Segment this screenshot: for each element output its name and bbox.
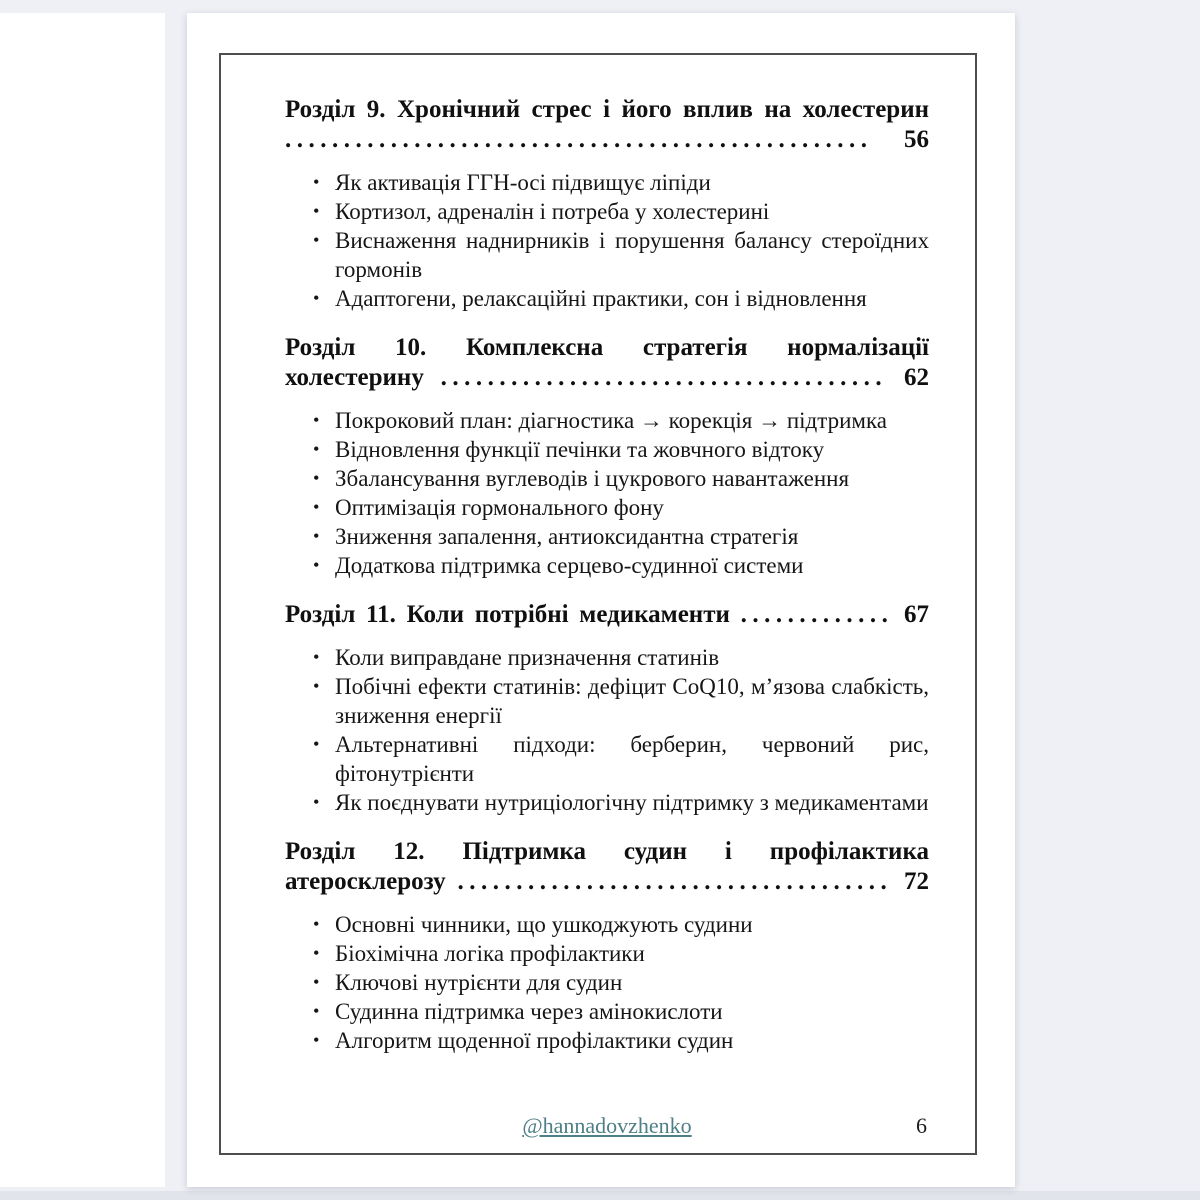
toc-item: • Виснаження наднирників і порушення балансу стероїдних гормонів [285,226,929,284]
toc-item-list [285,910,929,1055]
toc-section-title: Розділ 9. Хронічний стрес і його вплив на холестерин [285,96,929,123]
toc-section-heading [285,333,929,393]
toc-item: • Судинна підтримка через амінокислоти [285,997,929,1026]
toc-item: • Адаптогени, релаксаційні практики, сон і відновлення [285,284,929,313]
table-of-contents [285,95,929,1055]
toc-item-list [285,168,929,313]
toc-page-ref: 67 [904,601,930,628]
page-number: 6 [916,1113,927,1138]
toc-leader-dots: .................................................. [285,126,873,153]
toc-section [285,837,929,1055]
toc-section-heading [285,837,929,897]
toc-item: • Зниження запалення, антиоксидантна стратегія [285,522,929,551]
toc-item: • Як поєднувати нутриціологічну підтримку з медикаментами [285,788,929,817]
toc-section [285,600,929,817]
toc-item: • Ключові нутрієнти для судин [285,968,929,997]
toc-leader-dots: ............. [740,601,894,628]
content-frame [219,53,977,1155]
toc-page-ref: 56 [904,126,929,153]
toc-item: • Біохімічна логіка профілактики [285,939,929,968]
toc-item: • Алгоритм щоденної профілактики судин [285,1026,929,1055]
toc-item: • Додаткова підтримка серцево-судинної системи [285,551,929,580]
toc-section-title: Розділ 11. Коли потрібні медикаменти [285,601,730,628]
toc-section-title: Розділ 10. Комплексна стратегія нормалізації холестерину [285,334,929,391]
adjacent-page-edge [0,13,165,1187]
toc-section [285,333,929,580]
toc-item: • Коли виправдане призначення статинів [285,643,929,672]
toc-item: • Як активація ГГН-осі підвищує ліпіди [285,168,929,197]
toc-item: • Кортизол, адреналін і потреба у холестерині [285,197,929,226]
viewer-bottom-strip [0,1191,1200,1200]
toc-section-title: Розділ 12. Підтримка судин і профілактика атеросклерозу [285,838,929,895]
toc-item: • Відновлення функції печінки та жовчного відтоку [285,435,929,464]
toc-section-heading [285,95,929,155]
toc-item-list [285,406,929,580]
toc-item: • Побічні ефекти статинів: дефіцит CoQ10, м’язова слабкість, зниження енергії [285,672,929,730]
toc-item: • Альтернативні підходи: берберин, червоний рис, фітонутрієнти [285,730,929,788]
toc-leader-dots: ...................................... [440,364,888,391]
toc-item: • Покроковий план: діагностика → корекція → підтримка [285,406,929,435]
toc-item: • Збалансування вуглеводів і цукрового навантаження [285,464,929,493]
toc-page-ref: 72 [904,868,929,895]
footer-handle-link[interactable]: @hannadovzhenko [522,1113,692,1138]
toc-item: • Оптимізація гормонального фону [285,493,929,522]
toc-page-ref: 62 [904,364,929,391]
toc-section [285,95,929,313]
toc-leader-dots: ..................................... [457,868,893,895]
toc-section-heading [285,600,929,630]
toc-item: • Основні чинники, що ушкоджують судини [285,910,929,939]
page-footer [285,1111,929,1147]
toc-item-list [285,643,929,817]
document-page [187,13,1015,1187]
